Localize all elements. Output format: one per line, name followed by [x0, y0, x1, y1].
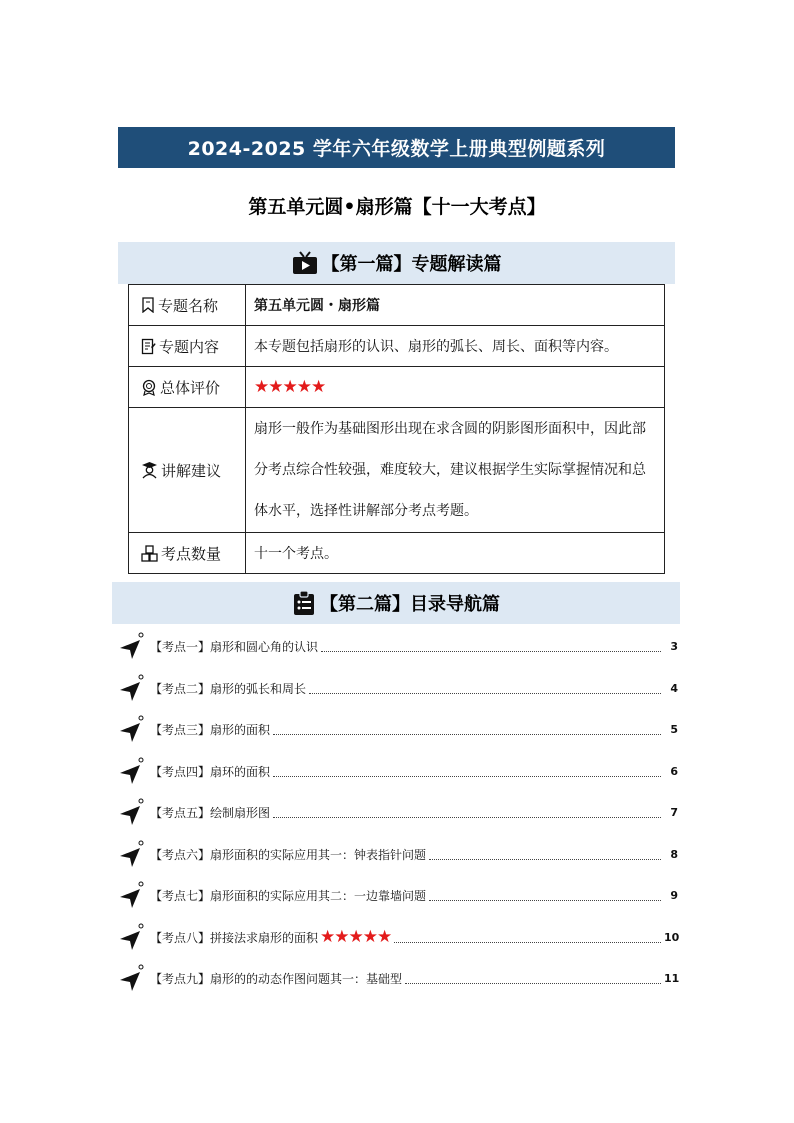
clipboard-icon	[292, 590, 316, 616]
count-value: 十一个考点。	[246, 533, 665, 574]
section-header-1	[118, 242, 675, 284]
toc-label: 【考点五】绘制扇形图	[150, 806, 271, 821]
toc-item[interactable]	[118, 792, 678, 834]
leader-dots	[394, 932, 661, 943]
table-row	[129, 326, 665, 367]
toc-label: 【考点九】扇形的的动态作图问题其一：基础型	[150, 972, 403, 987]
topic-info-table	[128, 284, 665, 574]
toc-page-number: 8	[670, 847, 678, 861]
banner-title: 2024-2025 学年六年级数学上册典型例题系列	[118, 127, 675, 168]
toc-stars: ★★★★★	[320, 927, 392, 948]
toc-label: 【考点七】扇形面积的实际应用其二：一边靠墙问题	[150, 889, 427, 904]
award-icon	[141, 379, 157, 396]
blocks-icon	[141, 545, 158, 562]
name-value: 第五单元圆・扇形篇	[246, 285, 665, 326]
toc-item[interactable]	[118, 917, 678, 959]
content-value: 本专题包括扇形的认识、扇形的弧长、周长、面积等内容。	[246, 326, 665, 367]
rating-label: 总体评价	[160, 378, 221, 397]
toc-item[interactable]	[118, 958, 678, 1000]
cursor-arrow-icon	[118, 964, 144, 992]
cursor-arrow-icon	[118, 798, 144, 826]
cursor-arrow-icon	[118, 840, 144, 868]
cursor-arrow-icon	[118, 757, 144, 785]
toc-label: 【考点三】扇形的面积	[150, 723, 271, 738]
content-label: 专题内容	[159, 337, 220, 356]
section-title-2: 【第二篇】目录导航篇	[320, 594, 500, 615]
toc-item[interactable]	[118, 709, 678, 751]
document-icon	[141, 338, 156, 355]
toc-item[interactable]	[118, 626, 678, 668]
leader-dots	[429, 890, 661, 901]
tv-icon	[292, 251, 318, 275]
table-row	[129, 533, 665, 574]
table-row	[129, 408, 665, 533]
section-header-2	[112, 582, 680, 624]
toc-page-number: 5	[670, 723, 678, 737]
toc-label: 【考点二】扇形的弧长和周长	[150, 681, 307, 696]
advice-value: 扇形一般作为基础图形出现在求含圆的阴影图形面积中，因此部分考点综合性较强，难度较大，建议根据学生实际掌握情况和总体水平，选择性讲解部分考点考题。	[246, 408, 665, 533]
bookmark-icon	[141, 297, 155, 313]
toc-page-number: 6	[670, 764, 678, 778]
leader-dots	[273, 807, 661, 818]
page-subtitle: 第五单元圆•扇形篇【十一大考点】	[248, 196, 546, 218]
cursor-arrow-icon	[118, 715, 144, 743]
toc-page-number: 4	[670, 681, 678, 695]
cursor-arrow-icon	[118, 881, 144, 909]
table-of-contents	[118, 626, 678, 1000]
section-title-1: 【第一篇】专题解读篇	[321, 254, 502, 275]
advice-label: 讲解建议	[161, 461, 222, 480]
leader-dots	[273, 766, 661, 777]
toc-page-number: 9	[670, 889, 678, 903]
name-label: 专题名称	[158, 296, 219, 315]
toc-page-number: 3	[670, 640, 678, 654]
leader-dots	[429, 849, 661, 860]
toc-label: 【考点一】扇形和圆心角的认识	[150, 640, 319, 655]
leader-dots	[321, 641, 661, 652]
toc-item[interactable]	[118, 875, 678, 917]
rating-stars: ★★★★★	[254, 377, 326, 397]
toc-label: 【考点四】扇环的面积	[150, 764, 271, 779]
toc-page-number: 11	[664, 972, 680, 986]
teacher-icon	[141, 461, 158, 479]
table-row	[129, 367, 665, 408]
toc-item[interactable]	[118, 751, 678, 793]
leader-dots	[405, 973, 661, 984]
cursor-arrow-icon	[118, 923, 144, 951]
cursor-arrow-icon	[118, 674, 144, 702]
table-row	[129, 285, 665, 326]
toc-label: 【考点六】扇形面积的实际应用其一：钟表指针问题	[150, 847, 427, 862]
cursor-arrow-icon	[118, 632, 144, 660]
toc-page-number: 10	[664, 930, 680, 944]
leader-dots	[309, 683, 661, 694]
toc-label: 【考点八】拼接法求扇形的面积	[150, 930, 319, 945]
toc-item[interactable]	[118, 834, 678, 876]
leader-dots	[273, 724, 661, 735]
toc-item[interactable]	[118, 668, 678, 710]
toc-page-number: 7	[670, 806, 678, 820]
count-label: 考点数量	[161, 544, 222, 563]
